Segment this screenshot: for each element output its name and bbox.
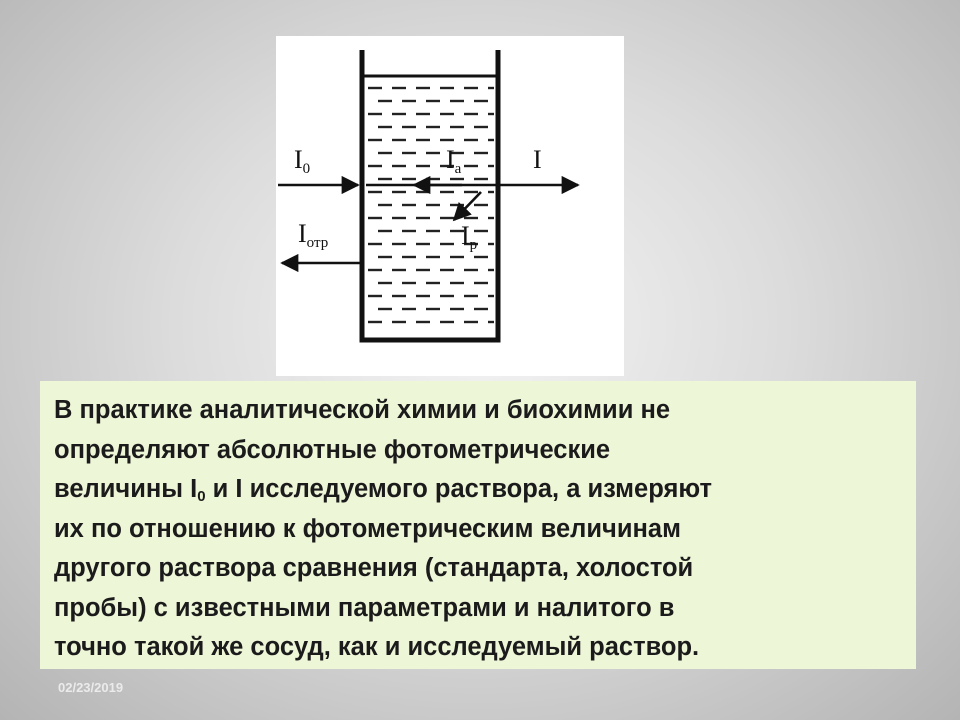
text-line-3-subscript: 0 [197, 488, 206, 505]
text-line-2: определяют абсолютные фотометрические [54, 435, 611, 464]
cuvette-svg [276, 36, 624, 376]
description-text-box [40, 381, 916, 669]
text-line-6: пробы) с известными параметрами и налитого в [54, 593, 675, 622]
label-absorbed: Ia [446, 145, 462, 177]
text-line-4: их по отношению к фотометрическим величинам [54, 514, 681, 543]
text-line-7: точно такой же сосуд, как и исследуемый раствор. [54, 633, 700, 661]
text-line-3-end: и I исследуемого раствора, а измеряют [205, 475, 712, 503]
text-line-1: В практике аналитической химии и биохимии не [54, 396, 671, 424]
liquid-dashes [368, 88, 494, 322]
label-transmitted: I [533, 145, 542, 174]
cuvette-diagram [276, 36, 624, 376]
text-line-5: другого раствора сравнения (стандарта, холостой [54, 554, 694, 582]
label-scattered: Ip [461, 221, 478, 253]
label-reflected: Iотр [298, 219, 329, 251]
footer-date: 02/23/2019 [58, 680, 124, 695]
label-incident: I0 [294, 145, 311, 177]
text-line-3-start: величины I [54, 475, 198, 503]
text-line-3 [54, 470, 902, 510]
